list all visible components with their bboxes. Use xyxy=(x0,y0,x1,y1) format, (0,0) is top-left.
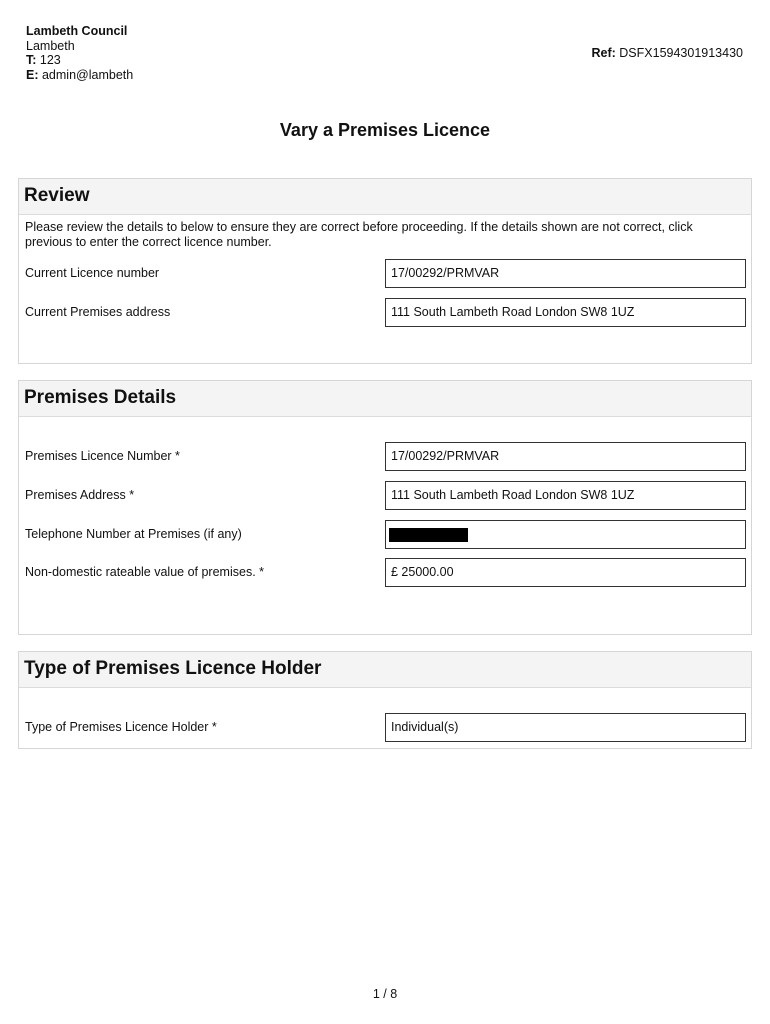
email-label: E: xyxy=(26,67,39,82)
phone-label: T: xyxy=(26,53,37,67)
current-licence-field[interactable]: 17/00292/PRMVAR xyxy=(385,259,746,288)
premises-address-label: Premises Address * xyxy=(25,488,135,502)
org-name: Lambeth Council xyxy=(26,24,128,38)
review-heading: Review xyxy=(19,179,751,215)
telephone-label: Telephone Number at Premises (if any) xyxy=(25,527,242,541)
holder-section xyxy=(18,651,752,749)
redaction-bar xyxy=(389,528,468,542)
review-section xyxy=(18,178,752,364)
email-value: admin@lambeth xyxy=(41,67,134,82)
telephone-row xyxy=(19,520,751,549)
ref-value: DSFX1594301913430 xyxy=(619,46,743,60)
holder-type-field[interactable]: Individual(s) xyxy=(385,713,746,742)
premises-licence-row xyxy=(19,442,751,471)
telephone-field[interactable] xyxy=(385,520,746,549)
phone-value: 123 xyxy=(39,53,61,67)
premises-heading: Premises Details xyxy=(19,381,751,417)
rateable-value-row xyxy=(19,558,751,587)
premises-licence-label: Premises Licence Number * xyxy=(25,449,180,463)
org-email xyxy=(26,68,133,83)
current-licence-label: Current Licence number xyxy=(25,266,160,280)
ref-label: Ref: xyxy=(591,46,616,60)
reference xyxy=(591,46,743,60)
holder-type-row xyxy=(19,713,751,742)
org-phone xyxy=(26,53,133,68)
premises-address-row xyxy=(19,481,751,510)
rateable-value-label: Non-domestic rateable value of premises. * xyxy=(25,565,265,579)
current-address-label: Current Premises address xyxy=(25,305,171,319)
holder-heading: Type of Premises Licence Holder xyxy=(19,652,751,688)
holder-type-label: Type of Premises Licence Holder * xyxy=(25,720,217,734)
premises-address-field[interactable]: 111 South Lambeth Road London SW8 1UZ xyxy=(385,481,746,510)
current-address-row xyxy=(19,298,751,327)
page-number: 1 / 8 xyxy=(372,987,398,1001)
review-intro: Please review the details to below to ensure they are correct before proceeding. If the details shown are not correct, click previous to enter the correct licence number. xyxy=(25,220,693,249)
current-address-field[interactable]: 111 South Lambeth Road London SW8 1UZ xyxy=(385,298,746,327)
premises-licence-field[interactable]: 17/00292/PRMVAR xyxy=(385,442,746,471)
premises-section xyxy=(18,380,752,635)
organisation-block xyxy=(26,24,133,82)
document-title: Vary a Premises Licence xyxy=(279,120,491,140)
current-licence-row xyxy=(19,259,751,288)
rateable-value-field[interactable]: £ 25000.00 xyxy=(385,558,746,587)
org-city: Lambeth xyxy=(26,38,75,53)
